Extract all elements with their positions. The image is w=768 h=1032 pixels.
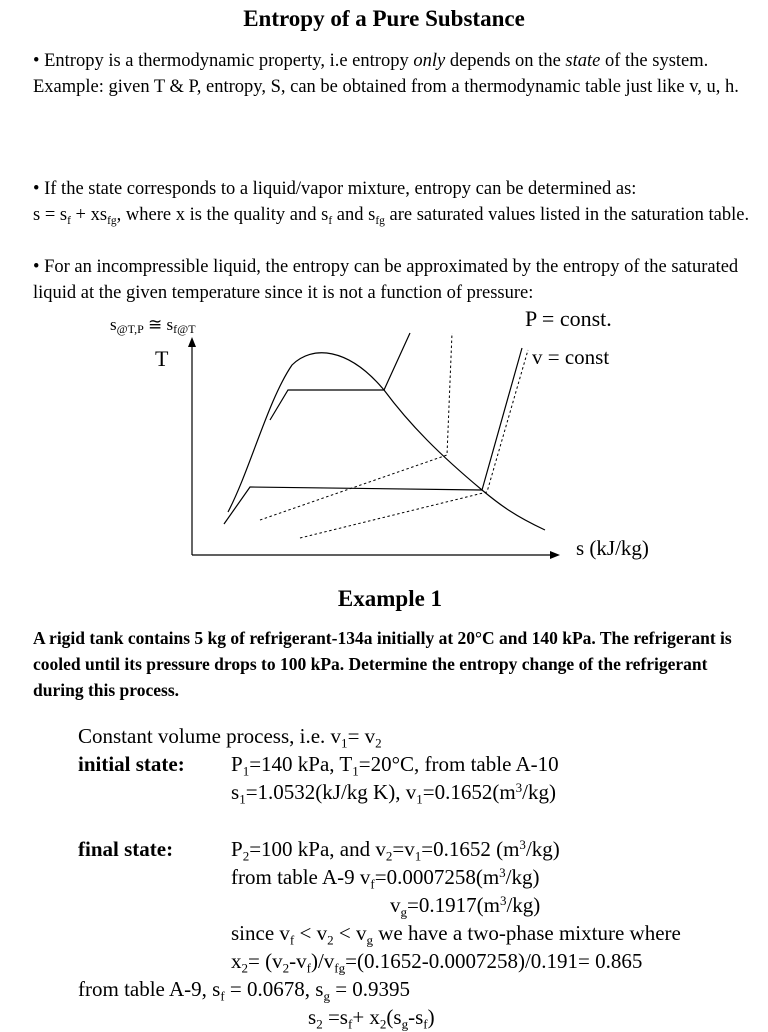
- approx-label: s@T,P ≅ sf@T: [110, 315, 196, 336]
- t-axis-arrow: [188, 337, 196, 347]
- isochore-1: [260, 333, 452, 520]
- bullet-mixture: • If the state corresponds to a liquid/vapor mixture, entropy can be determined as: $s = s_f + xs_{fg}$, where x is the quality and $s_f$ and $s_{fg}$ are saturated values listed in the saturation table.: [33, 179, 750, 227]
- ts-diagram: [0, 300, 768, 565]
- problem-statement: A rigid tank contains 5 kg of refrigerant-134a initially at 20°C and 140 kPa. The refrigerant is cooled until its pressure drops to 100 kPa. Determine the entropy change of the refrigerant during this process.: [33, 628, 732, 700]
- s-axis-label: s (kJ/kg): [576, 536, 649, 560]
- final-state-label: final state:: [78, 837, 174, 861]
- table-a9-line: from table A-9, $s_f = 0.0678$, $s_g = 0.9395$: [78, 977, 411, 1004]
- saturation-dome: [228, 353, 545, 530]
- initial-state-label: initial state:: [78, 752, 185, 776]
- t-axis-label: T: [155, 346, 169, 371]
- final-state-line1: $P_2=100$ kPa, and $v_2=v_1=0.1652$ $(m^3/kg)$: [231, 836, 560, 864]
- initial-state-line1: $P_1=140$ kPa, $T_1=20^\circ C$, from table A-10: [231, 752, 559, 779]
- s2-line: $s_2 =s_f+ x_2(s_g-s_f)$: [308, 1005, 435, 1032]
- v-const-label: v = const: [532, 345, 610, 369]
- page-title: Entropy of a Pure Substance: [243, 6, 525, 31]
- isobar-high: [270, 333, 410, 420]
- isochore-2: [300, 350, 528, 538]
- p-const-label: P = const.: [525, 306, 612, 331]
- two-phase-line: since $v_f < v_2 < v_g$ we have a two-phase mixture where: [231, 921, 681, 948]
- example-text: Example: given T & P, entropy, S, can be obtained from a thermodynamic table just like v, u, h.: [33, 76, 739, 97]
- quality-line: $x_2= (v_2-v_f)/v_{fg}=(0.1652-0.0007258)/0.191= 0.865$: [231, 949, 643, 976]
- constant-volume-line: Constant volume process, i.e. $v_1= v_2$: [78, 724, 382, 751]
- example-title: Example 1: [337, 586, 443, 611]
- s-axis-arrow: [550, 551, 560, 559]
- initial-state-line2: $s_1=1.0532(kJ/kg$ K), $v_1=0.1652(m^3/kg)$: [231, 779, 556, 807]
- bullet-incompressible: • For an incompressible liquid, the entropy can be approximated by the entropy of the saturated liquid at the given temperature since it is not a function of pressure:: [33, 257, 739, 303]
- isobar-low: [224, 348, 522, 524]
- final-state-line2: from table A-9 $v_f=0.0007258(m^3/kg)$: [231, 864, 540, 892]
- final-state-line3: $v_g=0.1917(m^3/kg)$: [390, 892, 541, 920]
- bullet-entropy-property: • Entropy is a thermodynamic property, i.e entropy only depends on the state of the system. Example: given T & P, entropy, S, can be obtained from a thermodynamic table just like v, u, h.: [33, 51, 739, 97]
